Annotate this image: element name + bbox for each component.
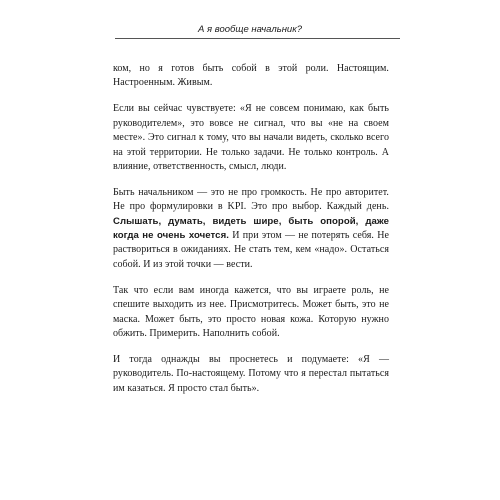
- paragraph-3: [113, 186, 389, 272]
- paragraph-5: И тогда однажды вы проснетесь и подумаете: «Я — руководитель. По-настоящему. Потому что я перестал пытаться им казаться. Я просто стал быть».: [113, 353, 389, 394]
- paragraph-3-start: Быть начальником — это не про громкость. Не про авторитет. Не про формулировки в KPI. Это про выбор. Каждый день.: [113, 186, 389, 213]
- page-body: [113, 62, 389, 408]
- paragraph-3-end: И при этом — не потерять себя. Не раствориться в ожиданиях. Не стать тем, кем «надо». Остаться собой. И из этой точки — вести.: [113, 230, 389, 270]
- running-title: А я вообще начальник?: [198, 24, 302, 35]
- paragraph-2: Если вы сейчас чувствуете: «Я не совсем понимаю, как быть руководителем», это вовсе не сигнал, что вы «не на своем месте». Это сигнал к тому, что вы начали видеть, сколько всего на этой территории. Не только задачи. Не только контроль. А влияние, ответственность, смысл, люди.: [113, 103, 389, 172]
- header-divider: [115, 38, 400, 39]
- paragraph-4: Так что если вам иногда кажется, что вы играете роль, не спешите выходить из нее. Присмотритесь. Может быть, это не маска. Может быть, это просто новая кожа. Которую нужно обжить. Примерить. Наполнить собой.: [113, 284, 389, 339]
- paragraph-3-emphasis: Слышать, думать, видеть шире, быть опорой, даже когда не очень хочется.: [113, 215, 389, 242]
- paragraph-1: ком, но я готов быть собой в этой роли. Настоящим. Настроенным. Живым.: [113, 63, 389, 89]
